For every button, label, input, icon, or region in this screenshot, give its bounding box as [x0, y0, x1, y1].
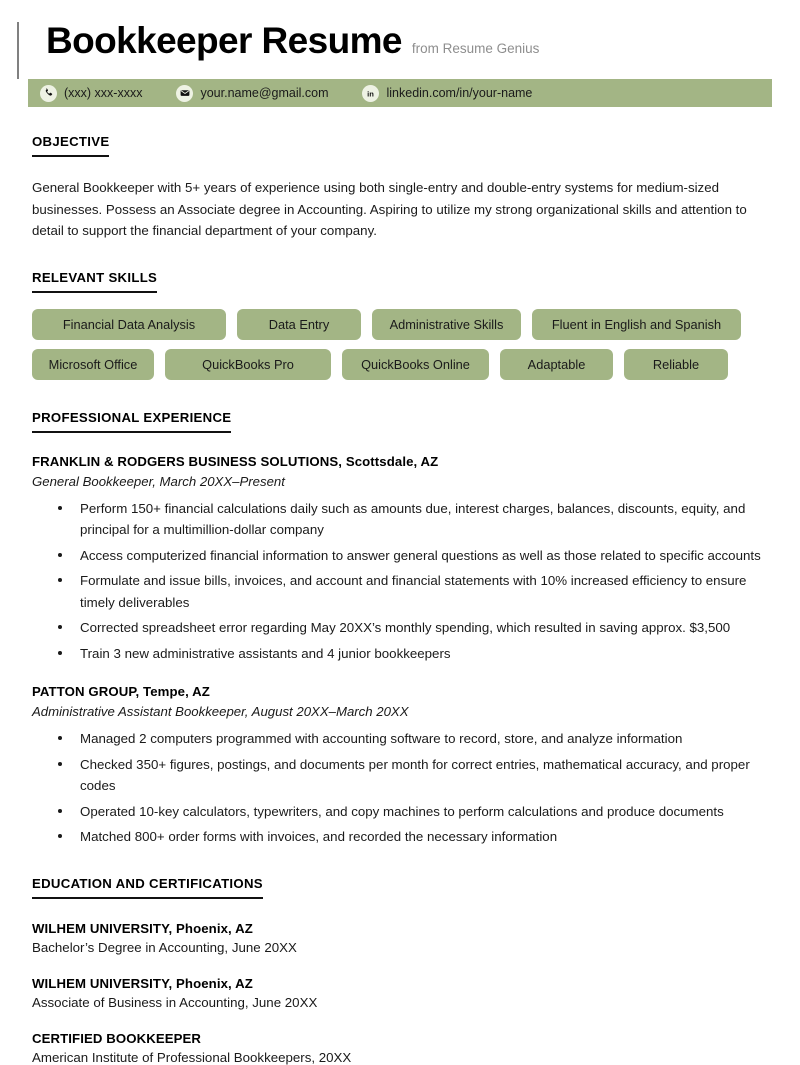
section-heading-education: EDUCATION AND CERTIFICATIONS — [32, 876, 263, 899]
objective-heading-wrap — [28, 133, 772, 157]
contact-email-text: your.name@gmail.com — [200, 86, 329, 100]
job-company: FRANKLIN & RODGERS BUSINESS SOLUTIONS, Scottsdale, AZ — [32, 453, 439, 469]
linkedin-icon — [362, 85, 379, 102]
page-subtitle: from Resume Genius — [411, 41, 540, 56]
skill-pill[interactable]: Data Entry — [237, 309, 361, 340]
contact-item-phone[interactable] — [40, 85, 142, 102]
job-bullet: Perform 150+ financial calculations daily such as amounts due, interest charges, balances, discounts, equity, and principal for a multimillion-dollar company — [32, 498, 772, 541]
education-degree: Bachelor’s Degree in Accounting, June 20XX — [32, 939, 297, 955]
section-heading-objective: OBJECTIVE — [32, 134, 109, 157]
education-school: WILHEM UNIVERSITY, Phoenix, AZ — [32, 975, 253, 991]
job-role: General Bookkeeper, March 20XX–Present — [32, 473, 285, 489]
job-company: PATTON GROUP, Tempe, AZ — [32, 684, 210, 700]
section-objective — [28, 133, 772, 242]
job-bullet: Train 3 new administrative assistants and 4 junior bookkeepers — [32, 643, 772, 665]
resume-header — [28, 0, 772, 107]
envelope-icon — [176, 85, 193, 102]
education-degree: Associate of Business in Accounting, June 20XX — [32, 994, 318, 1010]
education-school: WILHEM UNIVERSITY, Phoenix, AZ — [32, 920, 253, 936]
objective-text: General Bookkeeper with 5+ years of experience using both single-entry and double-entry systems for medium-sized businesses. Possess an Associate degree in Accounting. Aspiring to utilize my strong organizational skills and attention to detail to support the financial department of your company. — [32, 180, 747, 239]
skill-pill[interactable]: Microsoft Office — [32, 349, 154, 380]
skill-pill[interactable]: Fluent in English and Spanish — [532, 309, 741, 340]
education-entry — [28, 1031, 772, 1065]
skill-pill[interactable]: Administrative Skills — [372, 309, 521, 340]
job-bullet: Matched 800+ order forms with invoices, and recorded the necessary information — [32, 826, 772, 848]
skills-heading-wrap — [28, 269, 772, 293]
job-bullets — [32, 498, 772, 665]
education-entry — [28, 921, 772, 955]
title-accent-rule — [17, 22, 19, 79]
skill-pill[interactable]: Financial Data Analysis — [32, 309, 226, 340]
contact-linkedin-text: linkedin.com/in/your-name — [386, 86, 533, 100]
job-bullets — [32, 728, 772, 848]
skill-pill[interactable]: Adaptable — [500, 349, 613, 380]
svg-text:in: in — [367, 88, 375, 98]
skills-list — [28, 309, 772, 380]
job-bullet: Corrected spreadsheet error regarding May 20XX’s monthly spending, which resulted in saving approx. $3,500 — [32, 617, 772, 639]
job-bullet: Checked 350+ figures, postings, and documents per month for correct entries, mathematical accuracy, and proper codes — [32, 754, 772, 797]
education-school: CERTIFIED BOOKKEEPER — [32, 1030, 202, 1046]
skill-pill[interactable]: QuickBooks Online — [342, 349, 489, 380]
contact-phone-text: (xxx) xxx-xxxx — [64, 86, 143, 100]
title-row — [46, 22, 772, 70]
contact-bar — [28, 79, 772, 107]
section-heading-experience: PROFESSIONAL EXPERIENCE — [32, 410, 231, 433]
section-experience — [28, 409, 772, 848]
skill-pill[interactable]: Reliable — [624, 349, 728, 380]
page-title: Bookkeeper Resume — [46, 20, 402, 61]
experience-entry — [28, 684, 772, 848]
education-heading-wrap — [28, 875, 772, 899]
section-heading-skills: RELEVANT SKILLS — [32, 270, 157, 293]
job-bullet: Operated 10-key calculators, typewriters, and copy machines to perform calculations and produce documents — [32, 801, 772, 823]
experience-heading-wrap — [28, 409, 772, 433]
experience-entry — [28, 454, 772, 665]
phone-icon — [40, 85, 57, 102]
education-entry — [28, 976, 772, 1010]
contact-item-linkedin[interactable] — [362, 85, 532, 102]
section-skills — [28, 269, 772, 380]
skills-row — [32, 309, 772, 340]
job-role: Administrative Assistant Bookkeeper, August 20XX–March 20XX — [32, 704, 409, 720]
education-degree: American Institute of Professional Bookkeepers, 20XX — [32, 1049, 352, 1065]
job-bullet: Managed 2 computers programmed with accounting software to record, store, and analyze information — [32, 728, 772, 750]
contact-item-email[interactable] — [176, 85, 328, 102]
skills-row — [32, 349, 772, 380]
section-education — [28, 875, 772, 1065]
job-bullet: Access computerized financial information to answer general questions as well as those related to specific accounts — [32, 545, 772, 567]
skill-pill[interactable]: QuickBooks Pro — [165, 349, 331, 380]
job-bullet: Formulate and issue bills, invoices, and account and financial statements with 10% increased efficiency to ensure timely deliverables — [32, 570, 772, 613]
